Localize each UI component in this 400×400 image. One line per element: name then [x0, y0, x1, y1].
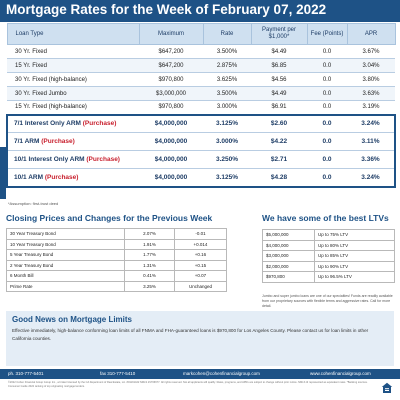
- rate-cell: 3.250%: [203, 151, 251, 169]
- price-cell: 3.25%: [125, 281, 175, 292]
- arm-row: [7, 115, 395, 133]
- news-box: [6, 311, 394, 366]
- table-row: [7, 59, 395, 73]
- loan-name: 7/1 ARM: [14, 138, 40, 145]
- table-row: [263, 230, 395, 241]
- fax-number: fax 310-777-5410: [100, 371, 136, 376]
- purchase-tag: (Purchase): [86, 156, 120, 163]
- payment-cell: $4.28: [251, 169, 307, 187]
- loan-amount-cell: $4,000,000: [263, 240, 315, 251]
- rates-header-row: [7, 24, 395, 45]
- rate-cell: 3.125%: [203, 169, 251, 187]
- maximum-cell: $647,200: [139, 45, 203, 59]
- instrument-cell: 5 Year Treasury Bond: [7, 250, 125, 261]
- loan-amount-cell: $5,000,000: [263, 230, 315, 241]
- ltv-table: [262, 229, 395, 283]
- arm-row: [7, 169, 395, 187]
- closing-prices-title: Closing Prices and Changes for the Previous Week: [6, 213, 213, 223]
- fee-cell: 0.0: [307, 59, 347, 73]
- apr-cell: 3.19%: [347, 101, 395, 115]
- fee-cell: 0.0: [307, 151, 347, 169]
- loan-name: 10/1 Interest Only ARM: [14, 156, 85, 163]
- apr-cell: 3.24%: [347, 169, 395, 187]
- maximum-cell: $970,800: [139, 73, 203, 87]
- ltv-cell: Up to 80% LTV: [315, 240, 395, 251]
- maximum-cell: $647,200: [139, 59, 203, 73]
- header-loan-type: Loan Type: [7, 24, 139, 45]
- fee-cell: 0.0: [307, 115, 347, 133]
- apr-cell: 3.24%: [347, 115, 395, 133]
- change-cell: +0.15: [175, 260, 227, 271]
- table-row: [263, 272, 395, 283]
- payment-cell: $6.91: [251, 101, 307, 115]
- price-cell: 0.41%: [125, 271, 175, 282]
- fee-cell: 0.0: [307, 45, 347, 59]
- rate-cell: 3.000%: [203, 133, 251, 151]
- loan-amount-cell: $970,800: [263, 272, 315, 283]
- loan-type-cell: 30 Yr. Fixed (high-balance): [7, 73, 139, 87]
- apr-cell: 3.67%: [347, 45, 395, 59]
- apr-cell: 3.36%: [347, 151, 395, 169]
- instrument-cell: 10 Year Treasury Bond: [7, 239, 125, 250]
- table-row: [7, 101, 395, 115]
- change-cell: -0.01: [175, 229, 227, 240]
- table-row: [7, 260, 227, 271]
- instrument-cell: 6 Month Bill: [7, 271, 125, 282]
- loan-name: 7/1 Interest Only ARM: [14, 120, 81, 128]
- fee-cell: 0.0: [307, 73, 347, 87]
- maximum-cell: $970,800: [139, 101, 203, 115]
- instrument-cell: Prime Rate: [7, 281, 125, 292]
- table-row: [263, 240, 395, 251]
- header-bar: [0, 0, 400, 22]
- contact-bar: [0, 369, 400, 379]
- maximum-cell: $4,000,000: [139, 151, 203, 169]
- table-row: [263, 261, 395, 272]
- loan-type-cell: 15 Yr. Fixed: [7, 59, 139, 73]
- ltv-title: We have some of the best LTVs: [262, 213, 389, 223]
- header-maximum: Maximum: [139, 24, 203, 45]
- website-link[interactable]: www.cohenfinancialgroup.com: [310, 371, 371, 376]
- closing-prices-table: [6, 228, 227, 292]
- rate-cell: 3.000%: [203, 101, 251, 115]
- payment-cell: $6.85: [251, 59, 307, 73]
- instrument-cell: 2 Year Treasury Bond: [7, 260, 125, 271]
- change-cell: +0.16: [175, 250, 227, 261]
- price-cell: 1.91%: [125, 239, 175, 250]
- purchase-tag: (Purchase): [41, 138, 75, 145]
- rate-cell: 3.500%: [203, 45, 251, 59]
- apr-cell: 3.11%: [347, 133, 395, 151]
- legal-disclaimer: ©2022 Cohen Financial Group Group Inc., a broker licensed by the CA Department of Real Estate, Lic. #01191422 NMLS #1706677. All rights reserved. Not all applicants will qualify. Rates, programs, and APRs are subject to change without prior notice. NMLS Id represented as equivalent rates. *Banking sources. Consumer Guide 2022 ranking of top originating mortgage lenders.: [8, 381, 368, 388]
- fee-cell: 0.0: [307, 133, 347, 151]
- table-row: [263, 251, 395, 262]
- loan-type-cell: 30 Yr. Fixed: [7, 45, 139, 59]
- fee-cell: 0.0: [307, 87, 347, 101]
- purchase-tag: (Purchase): [82, 120, 117, 128]
- table-row: [7, 250, 227, 261]
- table-row: [7, 239, 227, 250]
- loan-type-cell: 15 Yr. Fixed (high-balance): [7, 101, 139, 115]
- change-cell: Unchanged: [175, 281, 227, 292]
- table-row: [7, 73, 395, 87]
- price-cell: 1.31%: [125, 260, 175, 271]
- table-row: [7, 281, 227, 292]
- payment-cell: $2.71: [251, 151, 307, 169]
- loan-amount-cell: $3,000,000: [263, 251, 315, 262]
- header-fee: Fee (Points): [307, 24, 347, 45]
- maximum-cell: $4,000,000: [139, 169, 203, 187]
- purchase-tag: (Purchase): [44, 173, 79, 181]
- loan-type-cell: [7, 169, 139, 187]
- payment-cell: $2.60: [251, 115, 307, 133]
- loan-type-cell: [7, 115, 139, 133]
- rates-footnote: *Assumption: first-trust deed: [8, 201, 59, 206]
- fee-cell: 0.0: [307, 169, 347, 187]
- equal-housing-icon: [381, 382, 393, 394]
- apr-cell: 3.63%: [347, 87, 395, 101]
- change-cell: +0.07: [175, 271, 227, 282]
- loan-name: 10/1 ARM: [14, 173, 44, 181]
- header-apr: APR: [347, 24, 395, 45]
- ltv-cell: Up to 75% LTV: [315, 230, 395, 241]
- apr-cell: 3.04%: [347, 59, 395, 73]
- email-link[interactable]: markcohen@cohenfinancialgroup.com: [183, 371, 260, 376]
- price-cell: 1.77%: [125, 250, 175, 261]
- payment-cell: $4.49: [251, 45, 307, 59]
- rate-cell: 2.875%: [203, 59, 251, 73]
- price-cell: 2.07%: [125, 229, 175, 240]
- table-row: [7, 229, 227, 240]
- loan-type-cell: [7, 133, 139, 151]
- payment-cell: $4.56: [251, 73, 307, 87]
- ltv-note: Jumbo and super jumbo loans are one of our specialties! Funds are readily available from our proprietary sources with flexible terms and aggressive rates. Call for more detail.: [262, 294, 393, 308]
- payment-cell: $4.22: [251, 133, 307, 151]
- maximum-cell: $4,000,000: [139, 133, 203, 151]
- arm-row: [7, 151, 395, 169]
- page-title: Mortgage Rates for the Week of February 07, 2022: [6, 2, 327, 17]
- loan-type-cell: 30 Yr. Fixed Jumbo: [7, 87, 139, 101]
- header-payment: Payment per $1,000*: [251, 24, 307, 45]
- ltv-cell: Up to 90% LTV: [315, 261, 395, 272]
- phone-number[interactable]: ph. 310-777-5401: [8, 371, 44, 376]
- table-row: [7, 271, 227, 282]
- table-row: [7, 45, 395, 59]
- fee-cell: 0.0: [307, 101, 347, 115]
- instrument-cell: 30 Year Treasury Bond: [7, 229, 125, 240]
- header-rate: Rate: [203, 24, 251, 45]
- maximum-cell: $4,000,000: [139, 115, 203, 133]
- apr-cell: 3.80%: [347, 73, 395, 87]
- table-row: [7, 87, 395, 101]
- news-text: Effective immediately, high-balance conforming loan limits of all FNMA and FHA-guaranteed loans is $970,800 for Los Angeles County. Please contact us for loan limits in other California counties.: [12, 328, 369, 341]
- loan-type-cell: [7, 151, 139, 169]
- ltv-cell: Up to 96.5% LTV: [315, 272, 395, 283]
- change-cell: +0.014: [175, 239, 227, 250]
- rate-cell: 3.500%: [203, 87, 251, 101]
- rate-cell: 3.625%: [203, 73, 251, 87]
- arm-row: [7, 133, 395, 151]
- maximum-cell: $3,000,000: [139, 87, 203, 101]
- loan-amount-cell: $2,000,000: [263, 261, 315, 272]
- payment-cell: $4.49: [251, 87, 307, 101]
- rate-cell: 3.125%: [203, 115, 251, 133]
- rates-table: [6, 23, 396, 188]
- news-title: Good News on Mortgage Limits: [12, 315, 133, 324]
- ltv-cell: Up to 85% LTV: [315, 251, 395, 262]
